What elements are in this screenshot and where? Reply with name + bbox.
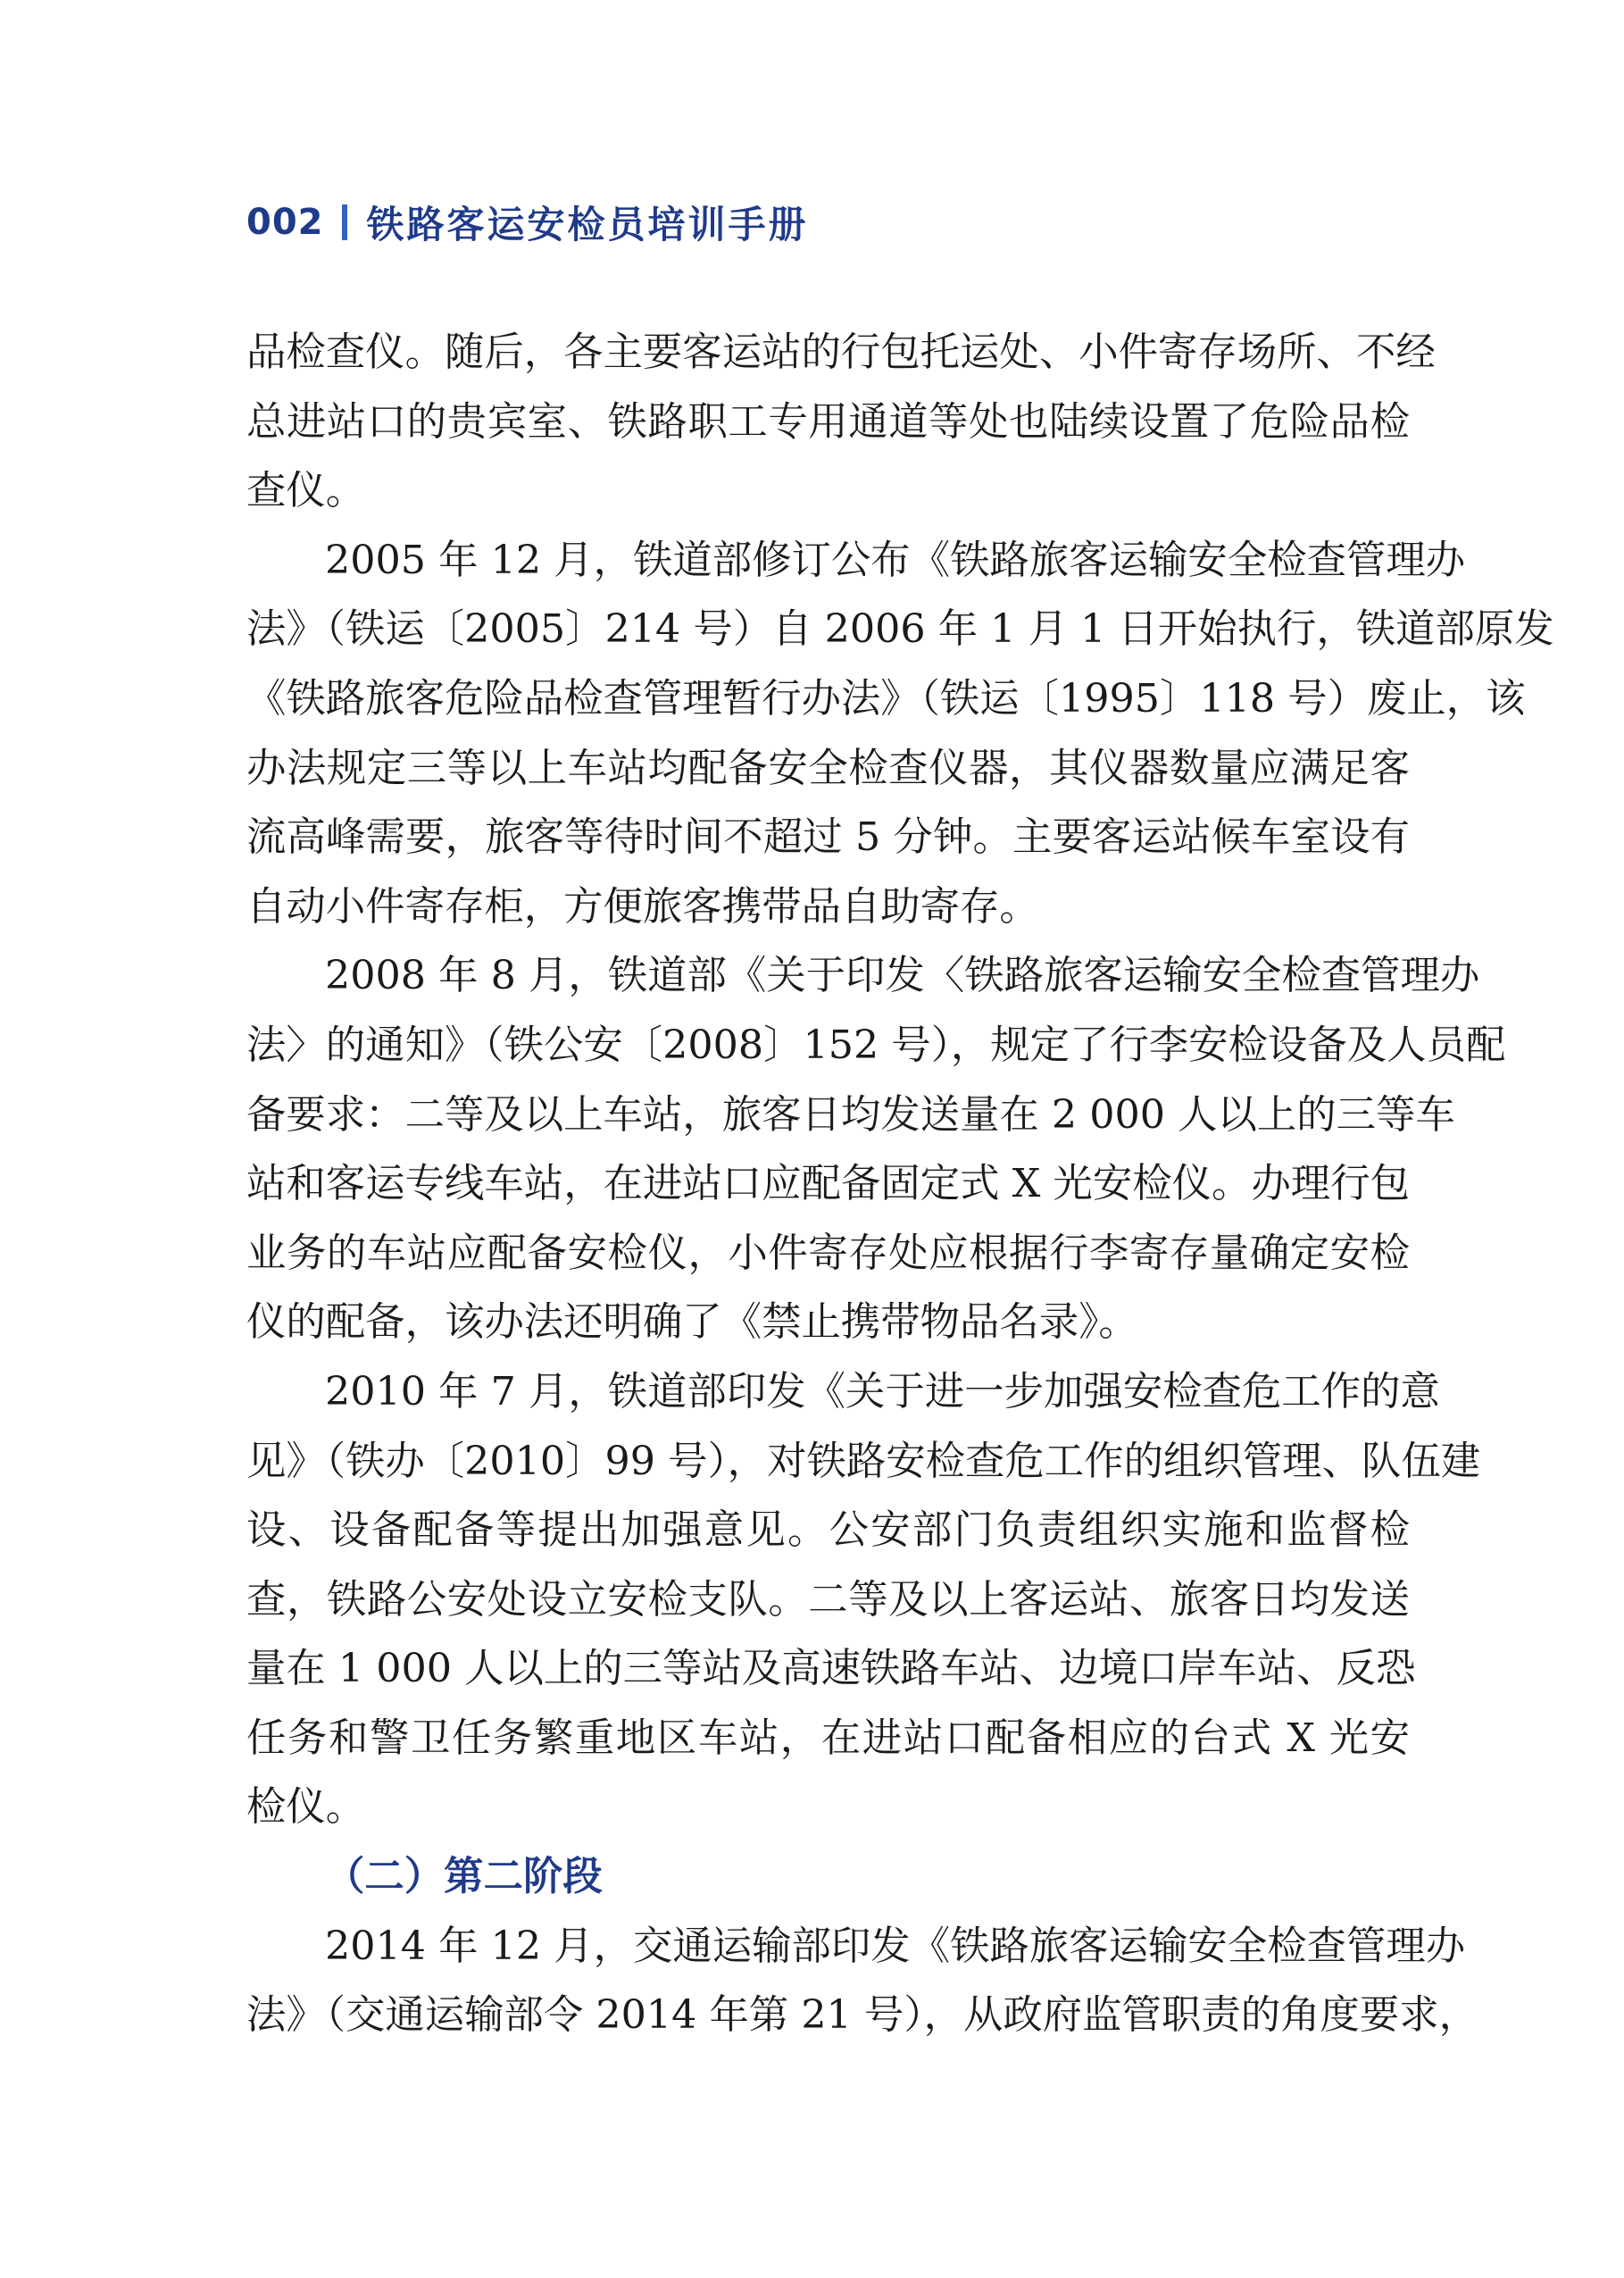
text-line: 《铁路旅客危险品检查管理暂行办法》（铁运〔1995〕118 号）废止，该 bbox=[246, 675, 1526, 722]
text-line: 检仪。 bbox=[246, 1784, 366, 1831]
book-title: 铁路客运安检员培训手册 bbox=[366, 203, 809, 246]
text-line: 备要求：二等及以上车站，旅客日均发送量在 2 000 人以上的三等车 bbox=[246, 1091, 1455, 1138]
text-line: 流高峰需要，旅客等待时间不超过 5 分钟。主要客运站候车室设有 bbox=[246, 814, 1410, 861]
text-line: 法〉的通知》（铁公安〔2008〕152 号），规定了行李安检设备及人员配 bbox=[246, 1022, 1506, 1068]
paragraph-3 bbox=[246, 941, 1506, 1357]
text-line: 品检查仪。随后，各主要客运站的行包托运处、小件寄存场所、不经 bbox=[246, 330, 1436, 375]
running-header bbox=[246, 191, 809, 254]
text-line: 仪的配备，该办法还明确了《禁止携带物品名录》。 bbox=[246, 1299, 1138, 1346]
text-line: 2008 年 8 月，铁道部《关于印发〈铁路旅客运输安全检查管理办 bbox=[325, 953, 1480, 999]
paragraph-5 bbox=[246, 1912, 1479, 2050]
text-line: 查，铁路公安处设立安检支队。二等及以上客运站、旅客日均发送 bbox=[246, 1576, 1410, 1623]
text-line: 见》（铁办〔2010〕99 号），对铁路安检查危工作的组织管理、队伍建 bbox=[246, 1438, 1481, 1484]
paragraph-2 bbox=[246, 526, 1554, 942]
section-heading: （二）第二阶段 bbox=[325, 1854, 603, 1900]
page-number: 002 bbox=[246, 202, 324, 243]
text-line: 业务的车站应配备安检仪，小件寄存处应根据行李寄存量确定安检 bbox=[246, 1230, 1410, 1276]
header-separator bbox=[342, 204, 347, 240]
text-line: 2010 年 7 月，铁道部印发《关于进一步加强安检查危工作的意 bbox=[325, 1368, 1440, 1414]
text-line: 法》（铁运〔2005〕214 号）自 2006 年 1 月 1 日开始执行，铁道部原发 bbox=[246, 606, 1554, 653]
section-heading-block bbox=[246, 1842, 1410, 1912]
paragraph-1 bbox=[246, 318, 1436, 526]
text-line: 任务和警卫任务繁重地区车站，在进站口配备相应的台式 X 光安 bbox=[246, 1715, 1410, 1761]
text-line: 法》（交通运输部令 2014 年第 21 号），从政府监管职责的角度要求， bbox=[246, 1992, 1479, 2039]
paragraph-4 bbox=[246, 1357, 1481, 1842]
text-line: 量在 1 000 人以上的三等站及高速铁路车站、边境口岸车站、反恐 bbox=[246, 1646, 1416, 1692]
text-line: 站和客运专线车站，在进站口应配备固定式 X 光安检仪。办理行包 bbox=[246, 1161, 1410, 1207]
text-line: 总进站口的贵宾室、铁路职工专用通道等处也陆续设置了危险品检 bbox=[246, 398, 1410, 445]
text-line: 办法规定三等以上车站均配备安全检查仪器，其仪器数量应满足客 bbox=[246, 745, 1410, 791]
text-line: 2014 年 12 月，交通运输部印发《铁路旅客运输安全检查管理办 bbox=[325, 1923, 1466, 1969]
text-line: 查仪。 bbox=[246, 468, 366, 514]
body-text bbox=[246, 318, 1554, 2050]
text-line: 自动小件寄存柜，方便旅客携带品自助寄存。 bbox=[246, 883, 1039, 930]
text-line: 2005 年 12 月，铁道部修订公布《铁路旅客运输安全检查管理办 bbox=[325, 537, 1466, 583]
text-line: 设、设备配备等提出加强意见。公安部门负责组织实施和监督检 bbox=[246, 1507, 1410, 1554]
